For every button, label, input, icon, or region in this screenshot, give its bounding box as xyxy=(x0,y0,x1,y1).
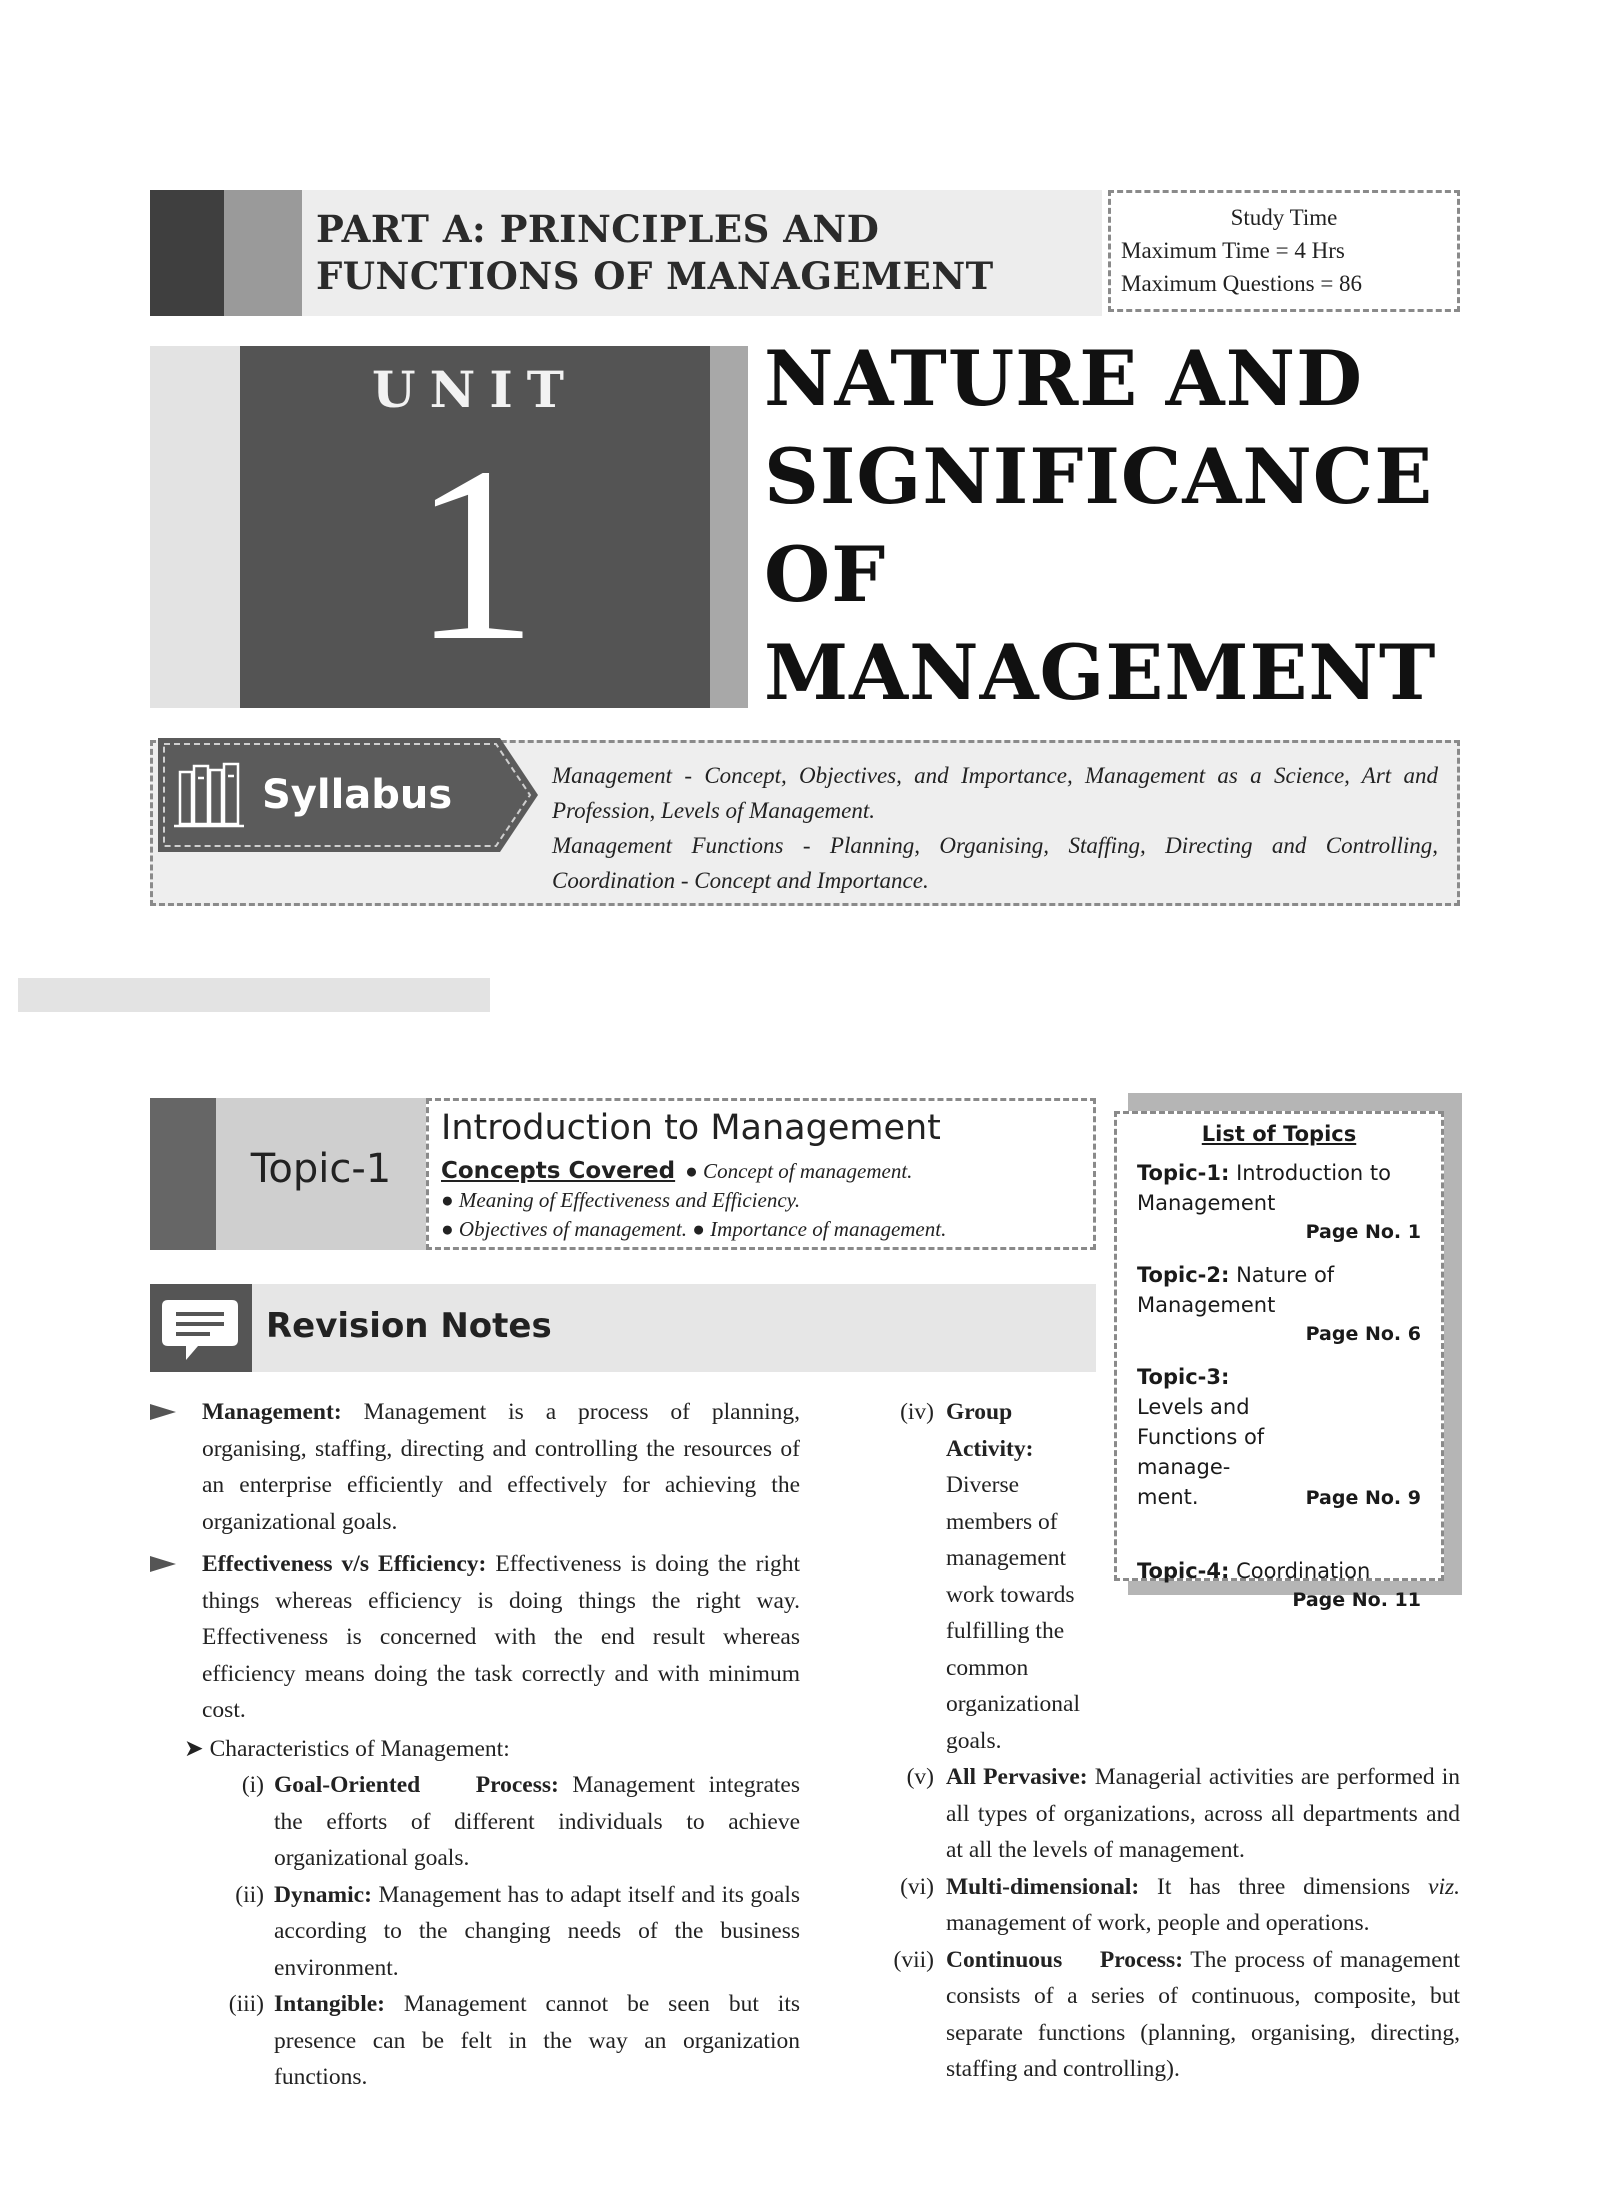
syllabus-tag xyxy=(158,738,538,852)
characteristic-text: Diverse members of management work towards fulfilling the common organizational goals. xyxy=(946,1472,1080,1754)
characteristic-number: (v) xyxy=(906,1764,934,1790)
revision-icon-bg xyxy=(150,1284,252,1372)
management-definition: Management is a process of planning, organising, staffing, directing and controlling the resources of an enterprise efficiently and effectively for achieving the organizational goals. xyxy=(202,1399,801,1535)
pointer-arrow-icon xyxy=(150,1556,176,1572)
topic-ref-text: Coordination xyxy=(1236,1559,1371,1583)
management-note xyxy=(150,1394,800,1540)
characteristic-term: All Pervasive: xyxy=(946,1764,1088,1790)
unit-title-line: NATURE AND xyxy=(764,334,1363,423)
effectiveness-definition: Effectiveness is doing the right things whereas efficiency is doing things the right way. Effectiveness is concerned with the end result whereas efficiency means doing the task correctly and with minimum cost. xyxy=(202,1551,800,1723)
part-title-line2: FUNCTIONS OF MANAGEMENT xyxy=(316,254,994,298)
unit-right-bar xyxy=(710,346,748,708)
right-column xyxy=(880,1394,1460,2088)
characteristics-label: Characteristics of Management: xyxy=(209,1735,510,1762)
effectiveness-term: Effectiveness v/s Efficiency: xyxy=(202,1551,487,1577)
unit-title-line: SIGNIFICANCE xyxy=(764,432,1434,521)
topic-ref-label: Topic-3: xyxy=(1137,1365,1230,1389)
list-item xyxy=(1137,1158,1421,1246)
syllabus-label: Syllabus xyxy=(262,772,453,818)
revision-notes-label: Revision Notes xyxy=(266,1306,552,1346)
characteristic-number: (ii) xyxy=(235,1881,264,1908)
study-time-box xyxy=(1108,190,1460,312)
topic-ref-page: Page No. 9 xyxy=(1305,1487,1421,1509)
concepts-covered xyxy=(441,1157,1081,1244)
topic-band-dark xyxy=(150,1098,216,1250)
topic-ref-text: Nature of Management xyxy=(1137,1263,1335,1317)
chat-bubble-icon xyxy=(150,1284,252,1372)
characteristic-text: Management integrates the efforts of different individuals to achieve organizational goals. xyxy=(274,1772,800,1871)
characteristic-term: Continuous Process: xyxy=(946,1946,1184,1973)
syllabus-para-1: Management - Concept, Objectives, and Importance, Management as a Science, Art and Profession, Levels of Management. xyxy=(552,763,1438,823)
decorative-strip xyxy=(18,978,490,1012)
characteristic-text: It has three dimensions xyxy=(1157,1873,1411,1900)
characteristic-number: (vi) xyxy=(900,1873,934,1900)
characteristic-text: Management has to adapt itself and its goals according to the changing needs of the business environment. xyxy=(274,1881,800,1981)
characteristic-number: (iv) xyxy=(900,1399,934,1425)
pointer-arrow-icon xyxy=(150,1404,176,1420)
characteristics-heading xyxy=(150,1731,800,1768)
characteristic-text: Management cannot be seen but its presence can be felt in the way an organization functions. xyxy=(274,1991,801,2090)
characteristic-item xyxy=(150,1767,800,1877)
characteristic-item xyxy=(150,1877,800,1987)
topic-title: Introduction to Management xyxy=(441,1108,941,1148)
effectiveness-note xyxy=(150,1546,800,1729)
characteristic-term: Goal-Oriented Process: xyxy=(274,1772,559,1798)
characteristic-viz: viz. xyxy=(1428,1873,1460,1900)
topic-ref-page: Page No. 11 xyxy=(1292,1589,1421,1611)
syllabus-text xyxy=(552,758,1438,898)
characteristic-text: Managerial activities are performed in all types of organizations, across all departments and at all the levels of management. xyxy=(946,1764,1460,1863)
topic-ref-page: Page No. 1 xyxy=(1305,1221,1421,1243)
characteristic-term: Dynamic: xyxy=(274,1881,372,1908)
topic-ref-text: Introduction to Management xyxy=(1137,1161,1391,1215)
concepts-covered-label: Concepts Covered xyxy=(441,1158,676,1184)
checkmark-arrow-icon: ➤ xyxy=(184,1735,204,1762)
topic-ref-label: Topic-1: xyxy=(1137,1161,1230,1185)
maximum-time: Maximum Time = 4 Hrs xyxy=(1121,238,1345,263)
list-item xyxy=(1137,1260,1421,1348)
maximum-questions: Maximum Questions = 86 xyxy=(1121,271,1363,296)
topic-ref-page: Page No. 6 xyxy=(1305,1323,1421,1345)
characteristic-item xyxy=(880,1759,1460,1869)
concept-item: ● Concept of management. xyxy=(685,1159,913,1183)
unit-left-strip xyxy=(150,346,240,708)
characteristic-term: Intangible: xyxy=(274,1991,385,2017)
concept-item: ● Meaning of Effectiveness and Efficiency. xyxy=(441,1188,801,1212)
characteristic-item xyxy=(880,1869,1460,1942)
part-title-line1: PART A: PRINCIPLES AND xyxy=(316,207,880,251)
header-band-dark xyxy=(150,190,224,316)
characteristic-number: (vii) xyxy=(893,1946,934,1973)
header-band-mid xyxy=(224,190,302,316)
characteristic-text: The process of management consists of a series of continuous, composite, but separate functions (planning, organising, directing, staffing and controlling). xyxy=(946,1946,1460,2082)
unit-label: UNIT xyxy=(372,360,578,419)
part-title xyxy=(316,206,1096,300)
topic-ref-text: Levels and Functions of manage-ment. xyxy=(1137,1395,1265,1509)
characteristic-term: Group Activity: xyxy=(946,1399,1034,1462)
characteristic-text: management of work, people and operations. xyxy=(946,1910,1370,1936)
characteristic-item xyxy=(880,1394,1460,1759)
unit-title-line: OF xyxy=(764,530,887,619)
unit-title xyxy=(764,330,1464,722)
left-column xyxy=(150,1394,800,2096)
characteristic-number: (i) xyxy=(241,1772,264,1798)
management-term: Management: xyxy=(202,1399,342,1425)
concept-item: ● Objectives of management. ● Importance of management. xyxy=(441,1217,947,1241)
topic-box xyxy=(426,1098,1096,1250)
characteristic-item xyxy=(150,1986,800,2096)
topic-label: Topic-1 xyxy=(250,1146,392,1192)
characteristic-term: Multi-dimensional: xyxy=(946,1873,1140,1900)
topic-ref-label: Topic-2: xyxy=(1137,1263,1230,1287)
unit-title-line: MANAGEMENT xyxy=(764,628,1437,717)
characteristic-item xyxy=(880,1942,1460,2088)
study-time-title: Study Time xyxy=(1230,205,1338,230)
list-of-topics-title: List of Topics xyxy=(1201,1122,1357,1146)
topic-ref-label: Topic-4: xyxy=(1137,1559,1230,1583)
unit-number: 1 xyxy=(412,416,538,693)
syllabus-para-2: Management Functions - Planning, Organising, Staffing, Directing and Controlling, Coordination - Concept and Importance. xyxy=(552,833,1438,893)
characteristic-number: (iii) xyxy=(228,1991,264,2017)
